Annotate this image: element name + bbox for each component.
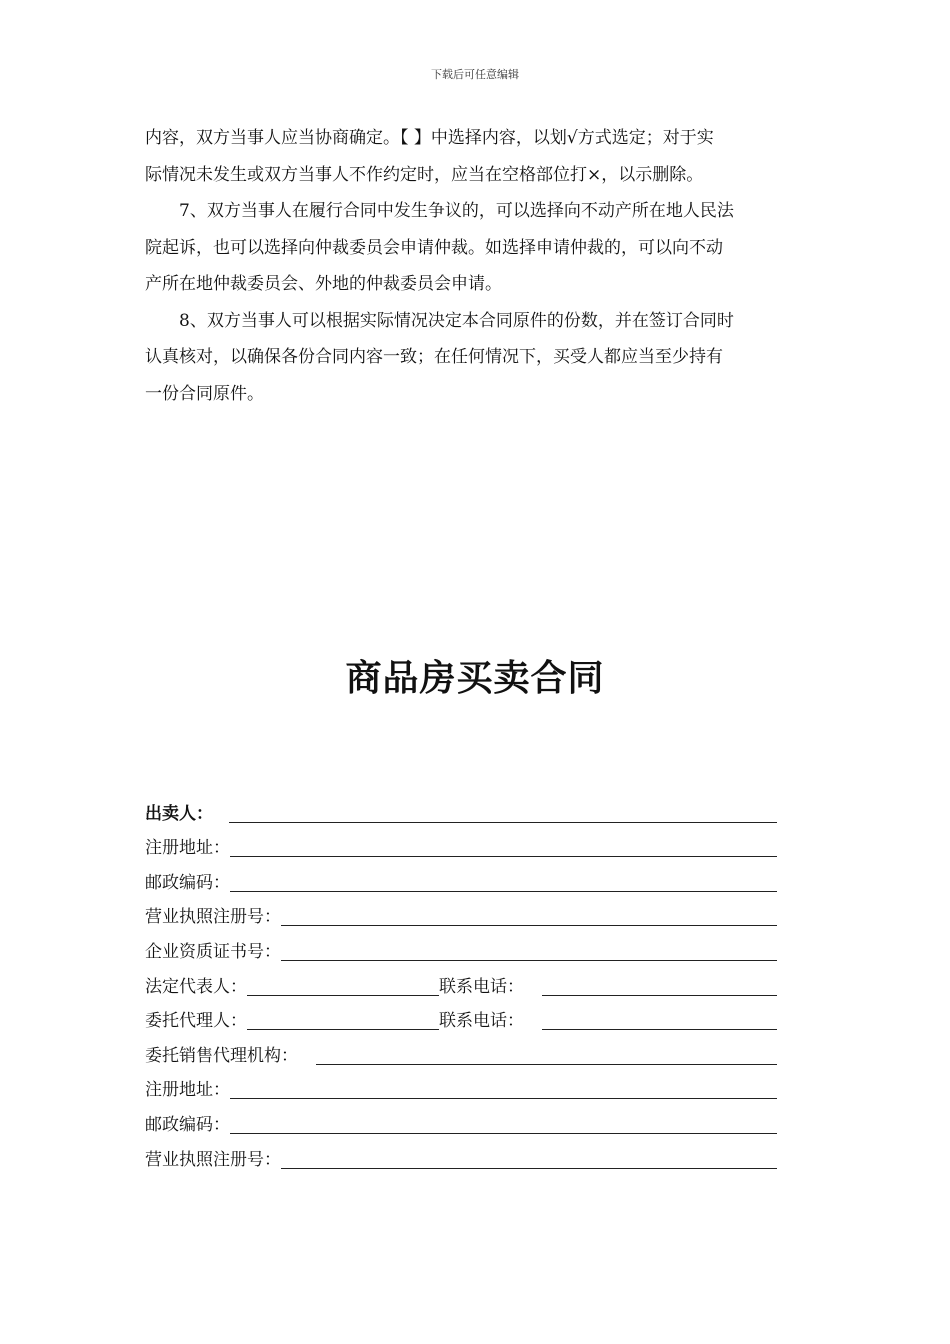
paragraph-item-7 [145,193,805,303]
legal-representative-row [145,963,777,998]
sales-agency-field[interactable] [316,1046,777,1065]
entrusted-agent-label: 委托代理人： [145,1011,247,1032]
seller-row [145,790,777,825]
contract-title: 商品房买卖合同 [345,658,605,699]
agent-contact-phone-label: 联系电话： [439,1011,524,1032]
legal-representative-field[interactable] [247,977,439,996]
agency-business-license-label: 营业执照注册号： [145,1149,281,1170]
postal-code-label: 邮政编码： [145,872,230,893]
agency-postal-code-label: 邮政编码： [145,1114,230,1135]
paragraph-item-8 [145,303,805,413]
text-line: 内容，双方当事人应当协商确定。【 】中选择内容，以划√方式选定；对于实 [145,128,714,148]
paragraph-continuation [145,120,805,193]
registered-address-field[interactable] [230,838,777,857]
text-line: 院起诉，也可以选择向仲裁委员会申请仲裁。如选择申请仲裁的，可以向不动 [145,237,723,258]
text-line: 际情况未发生或双方当事人不作约定时，应当在空格部位打×，以示删除。 [145,164,704,185]
legal-representative-label: 法定代表人： [145,976,247,997]
sales-agency-row [145,1032,777,1067]
text-line: 一份合同原件。 [145,383,264,404]
agency-business-license-row [145,1136,777,1171]
qualification-cert-row [145,928,777,963]
agency-postal-code-row [145,1101,777,1136]
agency-registered-address-label: 注册地址： [145,1080,230,1101]
text-line: 认真核对，以确保各份合同内容一致；在任何情况下，买受人都应当至少持有 [145,347,723,367]
seller-label: 出卖人： [145,803,213,824]
text-line: 产所在地仲裁委员会、外地的仲裁委员会申请。 [145,274,502,294]
text-line: 7、双方当事人在履行合同中发生争议的，可以选择向不动产所在地人民法 [179,201,734,221]
postal-code-field[interactable] [230,873,777,892]
entrusted-agent-row [145,998,777,1033]
instructions-text [145,120,805,412]
agency-business-license-field[interactable] [281,1150,777,1169]
agency-registered-address-row [145,1067,777,1102]
agency-postal-code-field[interactable] [230,1115,777,1134]
seller-info-form [145,790,777,1171]
seller-field[interactable] [229,804,777,823]
qualification-cert-label: 企业资质证书号： [145,941,281,962]
contact-phone-field[interactable] [542,977,777,996]
contact-phone-label: 联系电话： [439,976,524,997]
registered-address-label: 注册地址： [145,838,230,859]
business-license-row [145,894,777,929]
entrusted-agent-field[interactable] [247,1011,439,1030]
sales-agency-label: 委托销售代理机构： [145,1045,298,1066]
business-license-label: 营业执照注册号： [145,907,281,928]
qualification-cert-field[interactable] [281,942,777,961]
page-header-note: 下载后可任意编辑 [431,68,519,81]
business-license-field[interactable] [281,907,777,926]
agent-contact-phone-field[interactable] [542,1011,777,1030]
text-line: 8、双方当事人可以根据实际情况决定本合同原件的份数，并在签订合同时 [179,310,734,331]
registered-address-row [145,825,777,860]
postal-code-row [145,859,777,894]
agency-registered-address-field[interactable] [230,1080,777,1099]
